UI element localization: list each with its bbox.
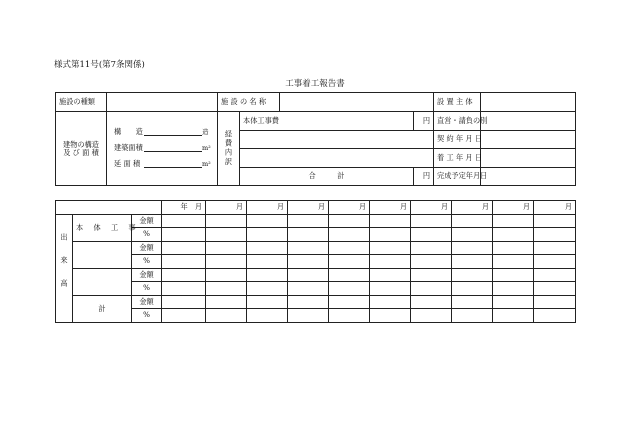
floor-area-unit: m² [202,160,211,168]
cell[interactable] [534,255,576,269]
owner-label: 設 置 主 体 [434,93,481,112]
cell[interactable] [411,241,452,255]
month-header: 月 [370,201,411,215]
amount-label: 金額 [132,214,162,228]
direct-or-contract-field[interactable] [481,112,576,131]
month-header: 月 [247,201,288,215]
cell[interactable] [329,228,370,242]
cell[interactable] [206,295,247,309]
cell[interactable] [534,309,576,323]
cell[interactable] [534,295,576,309]
structure-unit: 造 [202,128,209,136]
start-date-field[interactable] [481,149,576,168]
cell[interactable] [452,241,493,255]
month-header: 月 [493,201,534,215]
cell[interactable] [534,228,576,242]
main-cost-label: 本体工事費 [240,112,414,131]
cell[interactable] [247,309,288,323]
month-header: 月 [206,201,247,215]
cell[interactable] [329,282,370,296]
cell[interactable] [206,214,247,228]
structure-line[interactable] [114,128,212,136]
cell[interactable] [288,228,329,242]
building-label-line2: 及 び 面 積 [63,147,99,157]
cell[interactable] [452,268,493,282]
cell[interactable] [162,282,206,296]
contract-date-field[interactable] [481,130,576,149]
progress-header-blank [56,201,162,215]
cell[interactable] [329,255,370,269]
cell[interactable] [247,255,288,269]
cost-breakdown-label: 経費内訳 [218,112,240,186]
cell[interactable] [370,309,411,323]
total-label: 計 [73,295,132,322]
cell[interactable] [370,282,411,296]
cell[interactable] [329,241,370,255]
work-item-blank-1[interactable] [73,241,132,268]
start-date-label: 着 工 年 月 日 [434,149,481,168]
document-title: 工事着工報告書 [285,79,345,89]
cell[interactable] [493,241,534,255]
form-number: 様式第11号(第7条関係) [54,60,145,70]
cell[interactable] [162,214,206,228]
cost-item-row-1[interactable] [240,130,434,149]
cell[interactable] [247,295,288,309]
cell[interactable] [370,268,411,282]
cell[interactable] [370,214,411,228]
cell[interactable] [534,268,576,282]
cell[interactable] [162,295,206,309]
cell[interactable] [452,214,493,228]
progress-label: 出来高 [56,214,73,322]
cell[interactable] [247,214,288,228]
owner-field[interactable] [481,93,576,112]
contract-date-label: 契 約 年 月 日 [434,130,481,149]
cell[interactable] [162,268,206,282]
work-item-blank-2[interactable] [73,268,132,295]
building-area-label: 建築面積 [114,143,143,152]
facility-type-label: 施設の種類 [56,93,107,112]
cell[interactable] [288,309,329,323]
cell[interactable] [247,282,288,296]
cell[interactable] [411,228,452,242]
cell[interactable] [493,268,534,282]
month-header: 月 [329,201,370,215]
cell[interactable] [288,255,329,269]
cell[interactable] [493,228,534,242]
cell[interactable] [493,309,534,323]
cell[interactable] [452,255,493,269]
cost-total-yen: 円 [414,167,434,186]
building-structure-label [56,112,107,186]
floor-area-label: 延 面 積 [114,159,141,168]
cell[interactable] [329,268,370,282]
cell[interactable] [411,282,452,296]
cell[interactable] [206,282,247,296]
cell[interactable] [247,268,288,282]
cell[interactable] [329,214,370,228]
percent-label: % [132,228,162,242]
month-header-1: 年 月 [162,201,206,215]
cell[interactable] [370,228,411,242]
floor-area-line[interactable] [114,160,212,168]
cell[interactable] [493,214,534,228]
cell[interactable] [288,295,329,309]
cell[interactable] [288,268,329,282]
facility-name-field[interactable] [280,93,434,112]
cell[interactable] [370,295,411,309]
building-label-line1: 建物の構造 [63,139,99,149]
cell[interactable] [411,295,452,309]
building-area-unit: m² [202,144,211,152]
percent-label: % [132,282,162,296]
cell[interactable] [534,241,576,255]
cell[interactable] [452,309,493,323]
cell[interactable] [411,268,452,282]
cell[interactable] [493,282,534,296]
cell[interactable] [288,241,329,255]
cell[interactable] [162,255,206,269]
facility-name-label: 施 設 の 名 称 [218,93,280,112]
completion-date-field[interactable] [481,167,576,186]
cell[interactable] [206,268,247,282]
cell[interactable] [162,241,206,255]
main-cost-yen: 円 [414,112,434,131]
month-header: 月 [452,201,493,215]
completion-date-label: 完成予定年月日 [434,167,481,186]
cell[interactable] [329,295,370,309]
cell[interactable] [534,282,576,296]
structure-area-block [107,112,218,186]
cell[interactable] [247,228,288,242]
cell[interactable] [370,241,411,255]
cell[interactable] [452,282,493,296]
cost-item-row-2[interactable] [240,149,434,168]
cell[interactable] [411,255,452,269]
cost-total-label: 合 計 [240,167,414,186]
cell[interactable] [411,309,452,323]
cell[interactable] [452,228,493,242]
month-header: 月 [288,201,329,215]
cell[interactable] [370,255,411,269]
percent-label: % [132,309,162,323]
cell[interactable] [329,309,370,323]
progress-table [55,200,576,323]
structure-label: 構 造 [114,127,143,136]
main-work-label: 本 体 工 事 [73,214,132,241]
cell[interactable] [162,228,206,242]
amount-label: 金額 [132,295,162,309]
month-header: 月 [411,201,452,215]
cell[interactable] [288,282,329,296]
facility-type-field[interactable] [107,93,218,112]
cell[interactable] [288,214,329,228]
amount-label: 金額 [132,241,162,255]
month-header: 月 [534,201,576,215]
cell[interactable] [452,295,493,309]
cell[interactable] [534,214,576,228]
cell[interactable] [493,255,534,269]
cell[interactable] [162,309,206,323]
cell[interactable] [411,214,452,228]
percent-label: % [132,255,162,269]
cell[interactable] [206,309,247,323]
building-area-line[interactable] [114,144,212,152]
cell[interactable] [247,241,288,255]
amount-label: 金額 [132,268,162,282]
cell[interactable] [206,241,247,255]
cell[interactable] [206,228,247,242]
cell[interactable] [493,295,534,309]
cell[interactable] [206,255,247,269]
direct-or-contract-label: 直営・請負の別 [434,112,481,131]
facility-info-table [55,92,576,186]
